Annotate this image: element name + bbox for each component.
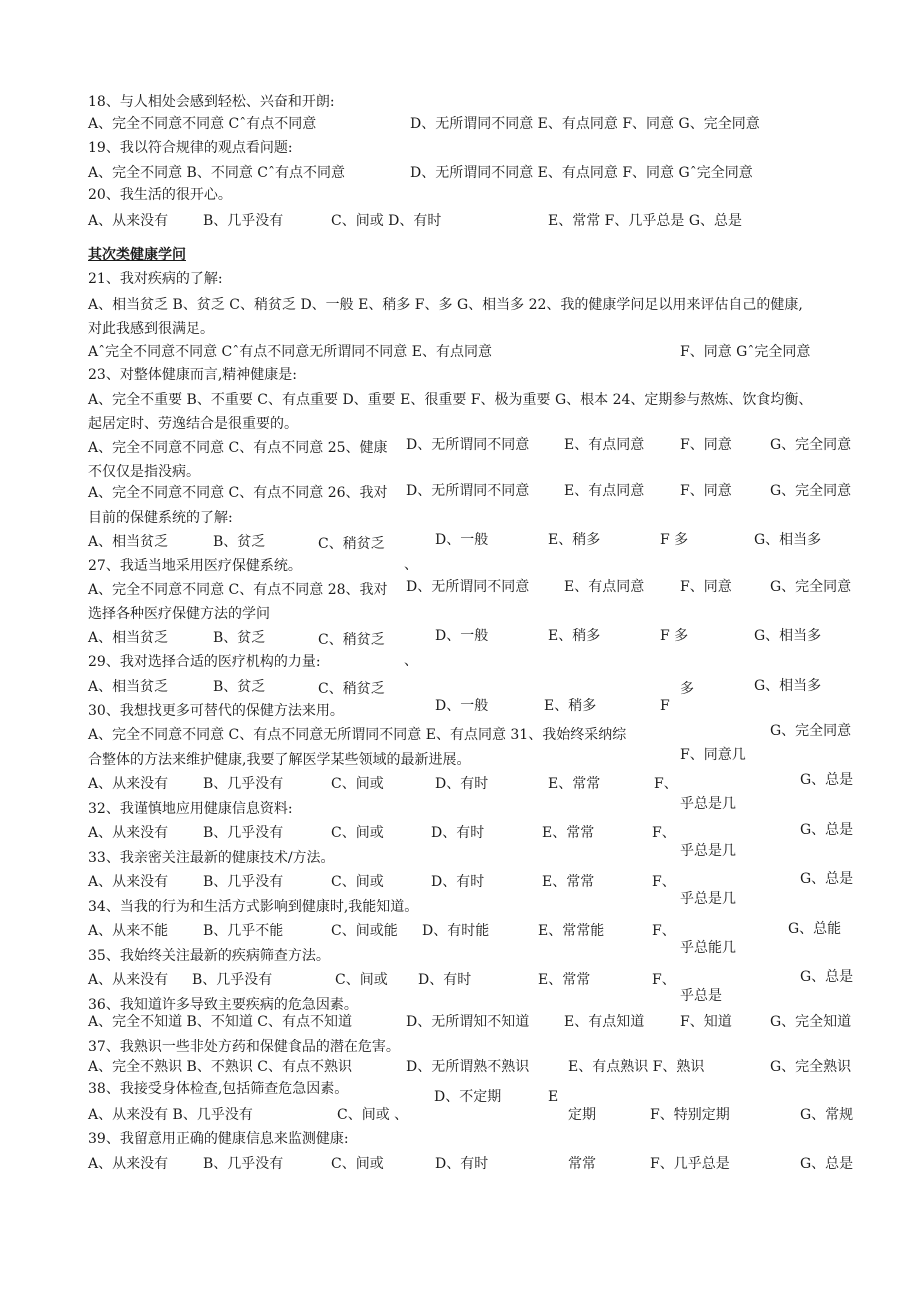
text-line: D、有时: [435, 1156, 489, 1172]
text-line: A、相当贫乏: [88, 679, 169, 695]
text-line: E、稍多: [544, 698, 597, 714]
text-line: E、有点知道: [564, 1014, 645, 1030]
text-line: D、无所谓知不知道: [406, 1014, 530, 1030]
text-line: D、不定期: [434, 1089, 502, 1105]
text-line: A、完全不同意不同意 Cˆ有点不同意: [88, 116, 317, 132]
text-line: E、有点熟识 F、熟识: [568, 1059, 705, 1075]
text-line: 20、我生活的很开心。: [88, 187, 232, 203]
text-line: D、一般: [435, 628, 489, 644]
text-line: 不仅仅是指没病。: [88, 464, 200, 480]
text-line: E、常常: [542, 825, 595, 841]
text-line: 35、我始终关注最新的疾病筛查方法。: [88, 948, 330, 964]
text-line: 常常: [568, 1156, 596, 1172]
text-line: D、一般: [435, 698, 489, 714]
text-line: A、从来没有 B、几乎没有: [88, 1107, 253, 1123]
text-line: C、稍贫乏: [318, 681, 385, 697]
text-line: D、无所谓同不同意: [406, 483, 530, 499]
text-line: C、间或 、: [337, 1107, 409, 1123]
text-line: 、: [404, 653, 418, 669]
text-line: F、同意: [680, 437, 732, 453]
text-line: G、完全同意: [770, 723, 852, 739]
text-line: F、同意 Gˆ完全同意: [680, 344, 811, 360]
text-line: A、从来没有: [88, 825, 169, 841]
text-line: 对此我感到很满足。: [88, 321, 214, 337]
text-line: G、总是: [800, 871, 854, 887]
text-line: B、贫乏: [213, 630, 266, 646]
text-line: D、有时: [431, 874, 485, 890]
text-line: F、同意几: [680, 747, 746, 763]
text-line: F、: [652, 825, 676, 841]
text-line: C、间或 D、有时: [331, 213, 442, 229]
text-line: G、完全同意: [770, 437, 852, 453]
text-line: C、间或: [331, 825, 384, 841]
text-line: 、: [404, 557, 418, 573]
text-line: 37、我熟识一些非处方药和保健食品的潜在危害。: [88, 1039, 400, 1055]
text-line: C、稍贫乏: [318, 632, 385, 648]
text-line: A、完全不同意不同意 C、有点不同意 26、我对: [88, 485, 388, 501]
text-line: 29、我对选择合适的医疗机构的力量:: [88, 654, 321, 670]
text-line: 39、我留意用正确的健康信息来监测健康:: [88, 1131, 349, 1147]
text-line: B、几乎没有: [203, 874, 284, 890]
text-line: 乎总是几: [680, 891, 736, 907]
text-line: F、: [652, 972, 676, 988]
text-line: C、稍贫乏: [318, 536, 385, 552]
text-line: A、完全不同意不同意 C、有点不同意 25、健康: [88, 440, 388, 456]
text-line: A、从来没有: [88, 1156, 169, 1172]
text-line: E、稍多: [548, 532, 601, 548]
text-line: B、几乎没有: [203, 825, 284, 841]
text-line: 合整体的方法来维护健康,我要了解医学某些领域的最新进展。: [88, 752, 471, 768]
text-line: D、无所谓同不同意 E、有点同意 F、同意 Gˆ完全同意: [410, 165, 753, 181]
text-line: B、几乎没有: [192, 972, 273, 988]
text-line: B、几乎没有: [203, 213, 284, 229]
text-line: A、从来没有: [88, 213, 169, 229]
text-line: E、有点同意: [564, 483, 645, 499]
text-line: 起居定时、劳逸结合是很重要的。: [88, 416, 298, 432]
text-line: C、间或: [331, 874, 384, 890]
text-line: G、相当多: [754, 532, 822, 548]
text-line: 36、我知道许多导致主要疾病的危急因素。: [88, 997, 358, 1013]
text-line: A、从来没有: [88, 972, 169, 988]
text-line: A、相当贫乏: [88, 534, 169, 550]
text-line: E、常常: [548, 776, 601, 792]
text-line: G、完全熟识: [770, 1059, 852, 1075]
text-line: F、: [652, 923, 676, 939]
text-line: D、无所谓同不同意: [406, 437, 530, 453]
text-line: F 多: [660, 532, 689, 548]
text-line: G、相当多: [754, 678, 822, 694]
text-line: D、有时: [431, 825, 485, 841]
text-line: F、: [652, 874, 676, 890]
text-line: G、总是: [800, 1156, 854, 1172]
text-line: A、从来没有: [88, 874, 169, 890]
text-line: D、有时: [435, 776, 489, 792]
text-line: 34、当我的行为和生活方式影响到健康时,我能知道。: [88, 899, 419, 915]
text-line: G、相当多: [754, 628, 822, 644]
text-line: A、完全不同意不同意 C、有点不同意 28、我对: [88, 582, 388, 598]
text-line: A、完全不知道 B、不知道 C、有点不知道: [88, 1014, 353, 1030]
text-line: D、一般: [435, 532, 489, 548]
text-line: A、从来不能: [88, 923, 169, 939]
text-line: F: [660, 698, 670, 714]
text-line: 目前的保健系统的了解:: [88, 510, 233, 526]
text-line: A、完全不重要 B、不重要 C、有点重要 D、重要 E、很重要 F、极为重要 G、根本 24、定期参与熬炼、饮食均衡、: [88, 392, 813, 408]
section-heading: 其次类健康学问: [88, 247, 186, 263]
text-line: C、间或: [335, 972, 388, 988]
text-line: F、同意: [680, 579, 732, 595]
text-line: B、几乎没有: [203, 1156, 284, 1172]
text-line: C、间或能: [331, 923, 398, 939]
text-line: 23、对整体健康而言,精神健康是:: [88, 367, 297, 383]
text-line: A、相当贫乏: [88, 630, 169, 646]
text-line: E、常常能: [538, 923, 605, 939]
text-line: G、总是: [800, 772, 854, 788]
text-line: 选择各种医疗保健方法的学问: [88, 606, 270, 622]
text-line: F、几乎总是: [650, 1156, 730, 1172]
text-line: 乎总是几: [680, 796, 736, 812]
text-line: G、完全知道: [770, 1014, 852, 1030]
text-line: A、完全不同意 B、不同意 Cˆ有点不同意: [88, 165, 346, 181]
text-line: 乎总能几: [680, 940, 736, 956]
text-line: A、完全不同意不同意 C、有点不同意无所谓同不同意 E、有点同意 31、我始终采纳综: [88, 727, 627, 743]
text-line: B、几乎不能: [203, 923, 284, 939]
text-line: E、常常: [538, 972, 591, 988]
text-line: D、无所谓熟不熟识: [406, 1059, 530, 1075]
text-line: B、贫乏: [213, 534, 266, 550]
text-line: 33、我亲密关注最新的健康技术/方法。: [88, 850, 335, 866]
text-line: 19、我以符合规律的观点看问题:: [88, 140, 293, 156]
text-line: F、同意: [680, 483, 732, 499]
text-line: G、总能: [788, 921, 842, 937]
text-line: 21、我对疾病的了解:: [88, 271, 223, 287]
text-line: F、: [654, 776, 678, 792]
text-line: B、贫乏: [213, 679, 266, 695]
text-line: 30、我想找更多可替代的保健方法来用。: [88, 703, 344, 719]
text-line: C、间或: [331, 776, 384, 792]
text-line: E、常常: [542, 874, 595, 890]
text-line: 乎总是几: [680, 843, 736, 859]
text-line: 定期: [568, 1107, 596, 1123]
text-line: G、总是: [800, 969, 854, 985]
text-line: G、总是: [800, 822, 854, 838]
text-line: A、相当贫乏 B、贫乏 C、稍贫乏 D、一般 E、稍多 F、多 G、相当多 22、我的健康学问足以用来评估自己的健康,: [88, 297, 803, 313]
text-line: B、几乎没有: [203, 776, 284, 792]
text-line: E、有点同意: [564, 579, 645, 595]
text-line: D、无所谓同不同意 E、有点同意 F、同意 G、完全同意: [410, 116, 760, 132]
text-line: 18、与人相处会感到轻松、兴奋和开朗:: [88, 94, 335, 110]
text-line: E、稍多: [548, 628, 601, 644]
text-line: G、常规: [800, 1107, 854, 1123]
text-line: D、无所谓同不同意: [406, 579, 530, 595]
text-line: E、有点同意: [564, 437, 645, 453]
text-line: F、知道: [680, 1014, 732, 1030]
text-line: 38、我接受身体检查,包括筛查危急因素。: [88, 1081, 349, 1097]
text-line: 27、我适当地采用医疗保健系统。: [88, 558, 302, 574]
text-line: Aˆ完全不同意不同意 Cˆ有点不同意无所谓同不同意 E、有点同意: [88, 344, 492, 360]
text-line: 多: [680, 681, 694, 697]
text-line: F 多: [660, 628, 689, 644]
text-line: F、特别定期: [650, 1107, 730, 1123]
text-line: A、完全不熟识 B、不熟识 C、有点不熟识: [88, 1059, 353, 1075]
text-line: C、间或: [331, 1156, 384, 1172]
text-line: G、完全同意: [770, 579, 852, 595]
text-line: A、从来没有: [88, 776, 169, 792]
text-line: E: [548, 1089, 559, 1105]
text-line: D、有时能: [422, 923, 490, 939]
text-line: 乎总是: [680, 988, 722, 1004]
text-line: G、完全同意: [770, 483, 852, 499]
text-line: 32、我谨慎地应用健康信息资料:: [88, 801, 293, 817]
text-line: D、有时: [418, 972, 472, 988]
text-line: E、常常 F、几乎总是 G、总是: [548, 213, 743, 229]
